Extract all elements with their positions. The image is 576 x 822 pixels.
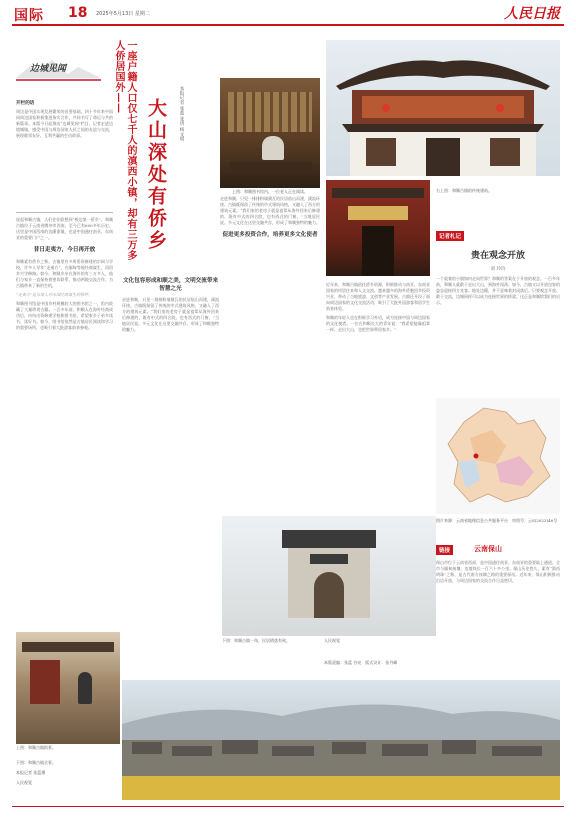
photo-caption-5: 下图：和顺古镇全景。	[16, 760, 56, 765]
doorway	[362, 226, 394, 276]
photo-caption-2: 右上图：和顺古镇的传统建筑。	[436, 188, 492, 193]
link-body	[436, 560, 560, 630]
eaves	[22, 642, 114, 652]
issue-date: 2025年5月13日 星期二	[96, 11, 150, 17]
article-column-1	[16, 217, 113, 633]
article-column-2	[122, 272, 219, 498]
pagoda-illustration	[326, 40, 560, 176]
footer-rule	[12, 806, 564, 807]
photo-credit-line: 人民视觉	[324, 638, 340, 643]
map-illustration	[436, 398, 560, 514]
photo-caption-3: 上图：和顺古镇街景。	[16, 745, 56, 750]
panorama-photo	[122, 680, 560, 800]
commentary-title: 贵在观念开放	[470, 251, 525, 261]
link-title: 云南保山	[474, 544, 502, 553]
plaque	[348, 206, 408, 220]
section1-heading: 昔日走夷方，今日再开放	[33, 247, 96, 253]
section2-paragraph-cont: 走进和顺，只见一排排粉墙黛瓦的民居依山而建，溪流环绕。古镇既保留了传统的中式建筑风格，又融入了西方的建筑元素。“我们家的老房子就是祖辈从海外回来后修建的，既有中式的四合院，也有西式的门窗。”当地居民说。多元文化在这里交融共存，形成了和顺独特的魅力。	[220, 196, 320, 225]
section3-paragraph-2: 和顺的年轻人也在积极学习外语，成为连接中国与周边国家的文化使者。一位在和顺长大的青年说：“我希望能像祖辈一样，走出大山，也把世界带回家乡。”	[326, 315, 430, 332]
page-credits: 本版责编：张蓝 谷亮 版式设计：张丹峰	[324, 660, 398, 665]
lead-paragraph: 说起和顺古镇，人们往往联想到“极边第一侨乡”。和顺古镇位于云南省腾冲市西南，至今已有600多年历史。这里是中国西南的边陲重镇，也是中国通往南亚、东南亚的重要门户之一。	[16, 217, 113, 240]
masthead-logo: 人民日报	[504, 6, 560, 22]
section-name: 国际	[14, 8, 44, 24]
link-text: 保山市位于云南省西部，是中国通往南亚、东南亚的重要陆上通道。全市与缅甸接壤，边境线长一百六十多公里。保山历史悠久，素有“滇西明珠”之称，是古代南方丝绸之路的重要驿站。近年来，保山积极推动沿边开放，与周边国家的交流合作日益密切。	[436, 560, 560, 583]
commentary-label: 记者札记	[436, 231, 464, 241]
column-badge	[16, 56, 101, 82]
roof-beam	[332, 188, 424, 198]
editor-note-box	[16, 100, 113, 207]
library-reader-photo	[220, 78, 320, 188]
section3-paragraph: 近年来，和顺古镇依托侨乡资源，积极推动与南亚、东南亚国家的经贸往来和人文交流。越来越多的海外侨胞回乡投资兴业，带动了当地旅游、文创等产业发展。古镇还开设了面向周边国家的文化交流活动，吸引了大批外国游客和留学生前来体验。	[326, 282, 430, 311]
gate-sign	[310, 554, 348, 564]
reader-figure	[262, 136, 284, 160]
photo-caption-1: 上图：和顺图书馆内，一位老人正在阅读。	[232, 189, 308, 194]
link-label: 链接	[436, 545, 453, 555]
page-number: 18	[68, 5, 88, 21]
yunnan-map	[436, 398, 560, 514]
gate-roof	[282, 530, 376, 548]
map-caption: 图片来源：云南省地理信息公共服务平台 审图号：云S(2023)46号	[436, 518, 558, 523]
editor-note-title: 开栏的话	[16, 101, 35, 106]
header-rule	[12, 24, 564, 26]
section1-paragraph: 和顺素有侨乡之称。古镇里有多所侨资修建的宗祠与学校，许多人早年“走夷方”，在缅甸等地经商谋生，再回乡兴学修路。如今，和顺乡亲在海外的有三万多人，他们与家乡一直保持着密切联系，推动两地交流合作，为古镇带来了新的生机。	[16, 258, 113, 288]
byline: 本报记者 张蓝 张玥 杨文明	[179, 86, 184, 141]
divider	[16, 212, 113, 213]
commentary-text: 一个寂寞的小镇如何走向世界？和顺的答案在于开放的观念。一百多年前，和顺人就敢于走出大山，到海外闯荡；如今，古镇又以开放包容的姿态迎接四方宾客。地处边陲，并不意味着封闭落后。只要观念开放、敢于交流，边城同样可以成为连接世界的桥梁。这正是和顺给我们的启示。	[436, 276, 560, 305]
section1-paragraph-2: 和顺图书馆是中国乡村规模较大的图书馆之一，馆内收藏了大量珍贵古籍。一百多年前，和顺人在海外经商成功后，纷纷出资修建学校和图书馆，希望家乡子弟多读书、读好书。如今，图书馆依然是古镇居民阅读和学习的重要场所，也吸引着大批游客前来参观。	[16, 300, 113, 330]
photo-credit-3: 人民视觉	[16, 780, 32, 785]
bookshelf	[228, 92, 312, 132]
town-panorama	[122, 680, 560, 800]
page-header	[0, 0, 576, 24]
column-name: 边城见闻	[30, 64, 67, 74]
section1-poem: “走夷方”是当地人对出国经商谋生的称呼。	[16, 291, 93, 297]
headline: 大山深处有侨乡	[145, 98, 167, 252]
commentary-body	[436, 276, 560, 394]
red-door	[30, 660, 60, 704]
person-figure	[78, 672, 92, 704]
kicker-line: 一座户籍人口仅七千人的滇西小镇，却有三万多人侨居国外——	[113, 40, 136, 261]
desk	[230, 162, 312, 170]
section3-heading: 促进更多投资合作，培养更多文化使者	[222, 232, 318, 238]
article-column-4	[326, 282, 430, 496]
old-house-photo	[16, 632, 120, 744]
photo-caption-4: 下图：和顺古镇一角，民居错落有致。	[222, 638, 290, 643]
traditional-building-photo	[326, 40, 560, 176]
town-gate-photo	[222, 516, 436, 636]
photo-credit-1: 本报记者 张蓝摄	[16, 770, 46, 775]
article-column-3	[220, 196, 320, 496]
editor-note-text: 周边是中国实现发展繁荣的首要基础。四十多年来中国同周边国家积极推进务实合作，共同书写了命运与共的新篇章。本版今日起推出“边城见闻”栏目，记者走进边境城镇，感受中国与周边国家人民之间的友谊与交流，展现睦邻友好、互利共赢的生动故事。	[16, 109, 113, 138]
section2-paragraph: 走进和顺，只见一排排粉墙黛瓦的民居依山而建，溪流环绕。古镇既保留了传统的中式建筑风格，又融入了西方的建筑元素。“我们家的老房子就是祖辈从海外回来后修建的，既有中式的四合院，也有西式的门窗。”当地居民说。多元文化在这里交融共存，形成了和顺独特的魅力。	[122, 297, 219, 332]
commentary-author: 刘 玲玲	[490, 267, 506, 272]
gate-arch	[314, 572, 344, 618]
section2-heading: 文化包容形成和顺之美，文明交流带来智慧之光	[122, 278, 219, 292]
ancestral-hall-photo	[326, 180, 430, 276]
